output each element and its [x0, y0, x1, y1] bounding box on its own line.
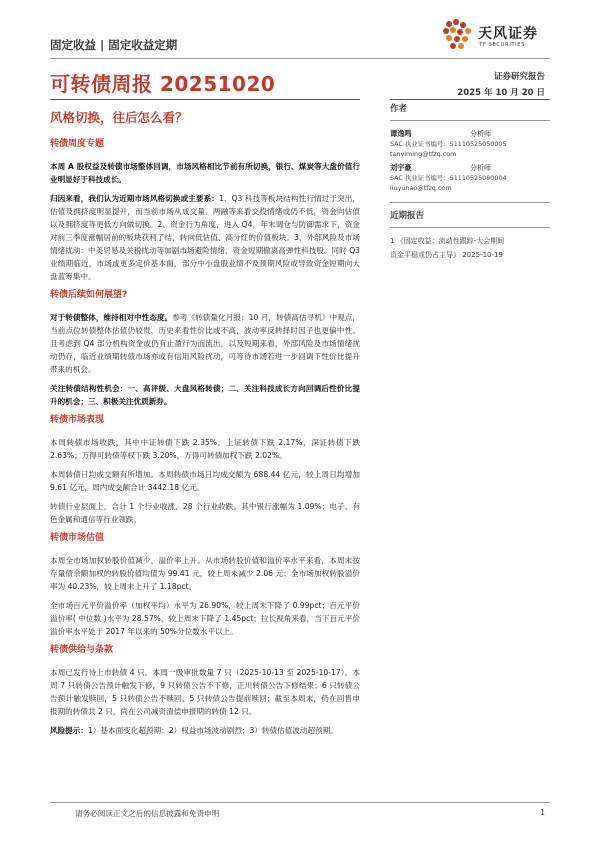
recent-report-link[interactable]: 1 《固定收益：流动性跟踪-大会期间 资金平稳或仍占主导》 2025-10-19 [390, 237, 505, 259]
section-supply-terms [50, 644, 360, 737]
authors-heading: 作者 [390, 104, 408, 114]
recent-reports-heading: 近期报告 [390, 211, 425, 221]
analyst-email[interactable]: liuyuhao@tfzq.com [390, 183, 452, 192]
paragraph: 对于转债整体，维持相对中性态度。参考《转债量化月报：10 月，转债高估寻机》中观点，当前点位转债整体估值仍较贵，历史来看性价比或不高，波动率反转择时因子也更偏中性。且考虑到 Q4 部分机构资金或仍有止盈行为而流出，以及短期来看，外部风险及市场情绪扰动仍存，临近业绩期转债市场亦或有信用风险扰动，可等待市场若进一步回调下性价比提升带来的机会。 [50, 313, 361, 374]
section-heading: 转债周度专题 [50, 139, 105, 149]
side-title-divider [390, 99, 550, 100]
logo-subtext: TF SECURITIES [479, 42, 525, 48]
section-valuation [50, 532, 360, 638]
paragraph: 归因来看，我们认为近期市场风格切换或主要系：1、Q3 科技等板块结构性行情过于突出，估值及拥挤度明显提升，而当前市场从成交量、两融等来看交投情绪或仍不低，资金向估值以及拥挤度等更低方向做切换。2、资金行为角度，进入 Q4，年末调仓与防御需求下，资金对前三季度涨幅居前的板块获利了结，转向低估值、高分红的价值板块。3、外部风险及市场情绪扰动：中美贸易及关税扰动等加剧市场避险情绪，资金短期撤离高弹性科技股。同时 Q3 业绩期临近，市场或更多定价基本面，部分中小盘股业绩不及预期风险或导致资金短期向大盘蓝筹集中。 [50, 194, 360, 281]
paragraph: 本周全市场加权转股价值减少，溢价率上升。从市场转股价值和溢价率水平来看，本周末按存量债余额加权的转股价值均值为 99.41 元，较上周末减少 2.06 元；全市场加权转股溢价率为 40.23%，较上周末上升了 1.18pct。 [50, 556, 360, 591]
paragraph: 关注转债结构性机会：一、高评级、大盘风格转债；二、关注科技成长方向回调后性价比提升的机会；三、积极关注优质新券。 [50, 384, 360, 406]
footer-divider [50, 802, 550, 803]
company-logo [441, 18, 561, 58]
report-type: 证券研究报告 [493, 72, 545, 82]
page-number: 1 [540, 808, 545, 817]
paragraph: 转债行业层面上，合计 1 个行业收涨、28 个行业收跌。其中银行涨幅为 1.09%；电子、有色金属和通信等行业领跌。 [50, 502, 360, 524]
section-weekly-topic [50, 138, 360, 283]
analyst-card [390, 163, 550, 193]
analyst-name: 谭逸鸣 [390, 129, 412, 138]
title-divider [50, 99, 360, 100]
authors-divider [390, 120, 550, 121]
analyst-name: 刘宇豪 [390, 163, 412, 172]
paragraph: 本周 A 股权益及转债市场整体回调，市场风格相比节前有所切换，银行、煤炭等大盘价值行业明显好于科技成长。 [50, 162, 360, 184]
analyst-email[interactable]: tanyiming@tfzq.com [390, 149, 457, 158]
section-heading: 转债供给与条款 [50, 645, 114, 655]
section-heading: 转债市场表现 [50, 415, 105, 425]
paragraph: 本周已发行待上市转债 4 只。本周一级审批数量 7 只（2025-10-13 至 2025-10-17）。本周 7 只转债公告预计触发下修，9 只转债公告不下修，正川转债公告下修结果；6 只转债公告预计触发赎回，5 只转债公告不赎回，5 只转债公告提前赎回；截至本周末，仍在回售申报期的转债共 2 只，尚在公司减资清偿申报期的转债 12 只。 [50, 668, 360, 716]
logo-text: 天风证券 [478, 26, 538, 42]
paragraph: 本周转债市场收跌，其中中证转债下跌 2.35%，上证转债下跌 2.17%，深证转债下跌 2.63%；万得可转债等权下跌 3.20%，万得可转债加权下跌 2.02%。 [50, 438, 360, 460]
report-category: 固定收益 | 固定收益定期 [50, 38, 178, 52]
logo-dots-icon [441, 18, 477, 52]
recent-top-divider [390, 202, 550, 203]
report-date: 2025 年 10 月 20 日 [457, 88, 545, 98]
analyst-sac: SAC 执业证书编号：S1110525080004 [390, 174, 507, 182]
analyst-card [390, 129, 550, 159]
section-heading: 转债后续如何展望? [50, 290, 128, 300]
main-content [50, 138, 360, 743]
section-outlook [50, 289, 360, 408]
paragraph: 本周转债日均成交额有所增加。本周转债市场日均成交额为 688.44 亿元，较上周日均增加 9.61 亿元，周内成交额合计 3442.18 亿元。 [50, 470, 360, 492]
footer-disclaimer: 请务必阅读正文之后的信息披露和免责申明 [75, 809, 220, 818]
section-market-performance [50, 414, 360, 526]
section-heading: 转债市场估值 [50, 533, 105, 543]
header-divider [50, 58, 550, 59]
analyst-role: 分析师 [470, 130, 491, 138]
report-subtitle: 风格切换，往后怎么看？ [50, 110, 188, 125]
analyst-sac: SAC 执业证书编号：S1110525050005 [390, 140, 507, 148]
report-title: 可转债周报 20251020 [50, 72, 276, 96]
risk-warning: 风险提示：1）基本面变化超预期；2）权益市场波动剧烈；3）转债估值波动超预期。 [50, 726, 338, 735]
sidebar [390, 102, 550, 262]
analyst-role: 分析师 [470, 164, 491, 172]
paragraph: 全市场百元平价溢价率（加权平均）水平为 26.90%，较上周末下降了 0.99pct；百元平价溢价率( 中位数 )水平为 28.57%，较上周末下降了 1.45pct；拉长视角来看，当下百元平价溢价率水平处于 2017 年以来的 50%分位数水平以上。 [50, 601, 360, 636]
recent-divider [390, 227, 550, 228]
